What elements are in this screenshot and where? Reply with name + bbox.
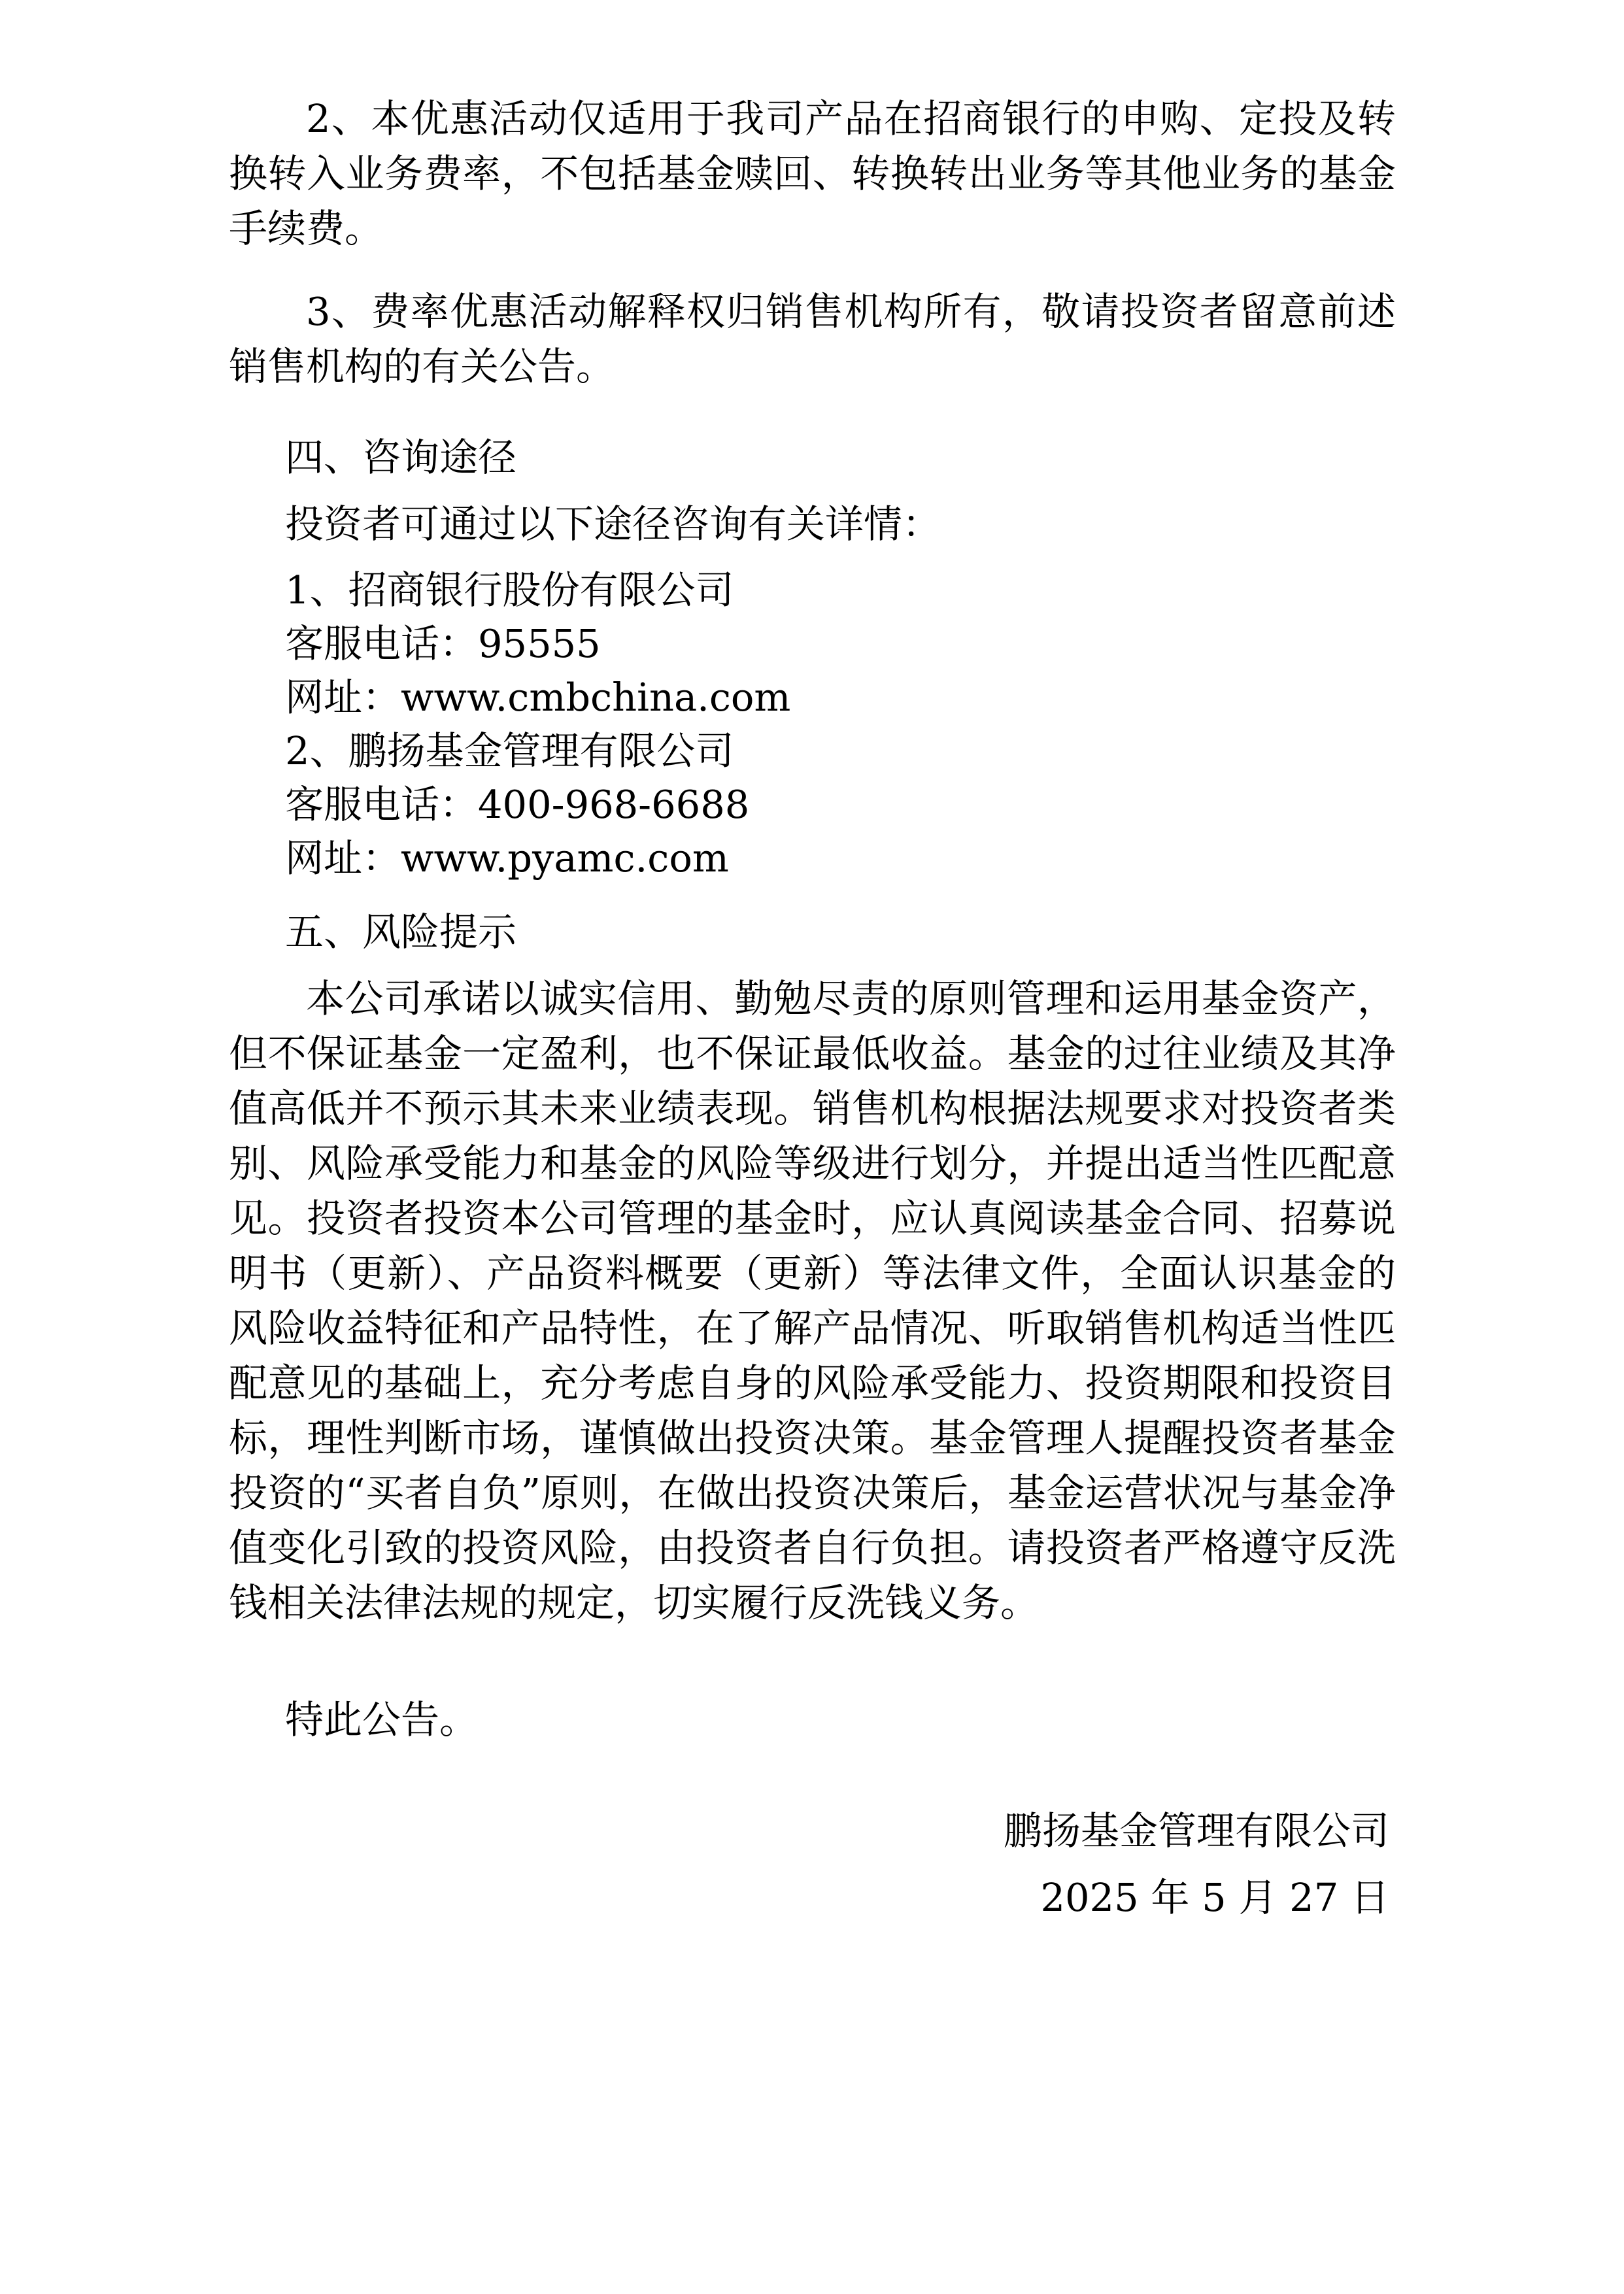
contact-2-phone-label: 客服电话： xyxy=(285,782,479,827)
spacer xyxy=(229,552,1396,564)
contact-1-website-value: www.cmbchina.com xyxy=(401,675,791,720)
contact-2-phone-row xyxy=(229,778,1396,832)
risk-disclosure-paragraph: 本公司承诺以诚实信用、勤勉尽责的原则管理和运用基金资产，但不保证基金一定盈利，也不保证最低收益。基金的过往业绩及其净值高低并不预示其未来业绩表现。销售机构根据法规要求对投资者类别、风险承受能力和基金的风险等级进行划分，并提出适当性匹配意见。投资者投资本公司管理的基金时，应认真阅读基金合同、招募说明书（更新）、产品资料概要（更新）等法律文件，全面认识基金的风险收益特征和产品特性，在了解产品情况、听取销售机构适当性匹配意见的基础上，充分考虑自身的风险承受能力、投资期限和投资目标，理性判断市场，谨慎做出投资决策。基金管理人提醒投资者基金投资的“买者自负”原则，在做出投资决策后，基金运营状况与基金净值变化引致的投资风险，由投资者自行负担。请投资者严格遵守反洗钱相关法律法规的规定，切实履行反洗钱义务。 xyxy=(229,976,1396,1625)
contact-1-website-row xyxy=(229,671,1396,724)
contact-2-name: 2、鹏扬基金管理有限公司 xyxy=(285,728,734,773)
signature-block xyxy=(229,1804,1396,1925)
contact-2-website-label: 网址： xyxy=(285,835,401,881)
issue-date: 2025 年 5 月 27 日 xyxy=(1040,1875,1389,1920)
spacer xyxy=(229,1647,1396,1693)
closing-notice: 特此公告。 xyxy=(285,1697,479,1742)
clause-item-3: 3、费率优惠活动解释权归销售机构所有，敬请投资者留意前述销售机构的有关公告。 xyxy=(229,289,1396,389)
section-four-intro: 投资者可通过以下途径咨询有关详情： xyxy=(285,501,941,547)
spacer xyxy=(229,273,1396,284)
spacer xyxy=(229,960,1396,971)
contact-1-name: 1、招商银行股份有限公司 xyxy=(285,567,734,613)
spacer xyxy=(229,411,1396,430)
document-body xyxy=(229,92,1396,1925)
section-four-heading: 四、咨询途径 xyxy=(285,435,517,480)
section-five-heading: 五、风险提示 xyxy=(285,909,517,954)
contact-2-website-row xyxy=(229,832,1396,885)
spacer xyxy=(229,885,1396,905)
contact-1-website-label: 网址： xyxy=(285,675,401,720)
contact-1-phone-value: 95555 xyxy=(478,621,601,666)
contact-2-website-value: www.pyamc.com xyxy=(401,835,729,881)
spacer xyxy=(229,485,1396,497)
contact-2-phone-value: 400-968-6688 xyxy=(478,782,750,827)
contact-1-phone-label: 客服电话： xyxy=(285,621,479,666)
issuer-name: 鹏扬基金管理有限公司 xyxy=(1003,1808,1389,1853)
clause-item-2: 2、本优惠活动仅适用于我司产品在招商银行的申购、定投及转换转入业务费率，不包括基金赎回、转换转出业务等其他业务的基金手续费。 xyxy=(229,96,1396,251)
contact-1-phone-row xyxy=(229,617,1396,671)
